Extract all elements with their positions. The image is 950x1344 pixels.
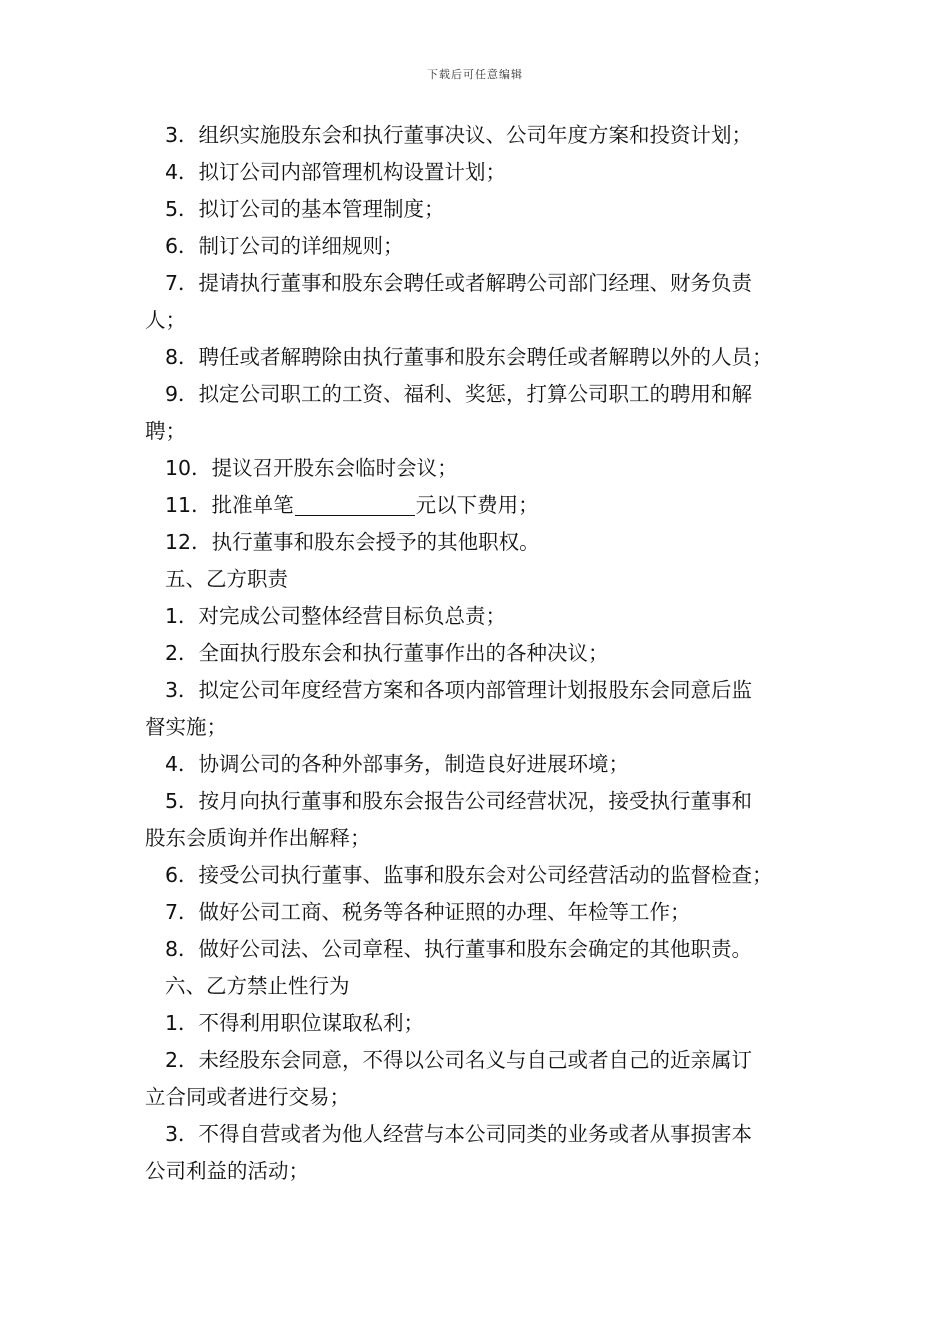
paragraph-line: 6．接受公司执行董事、监事和股东会对公司经营活动的监督检查； [165,863,773,887]
document-body [145,117,817,1190]
paragraph-line: 12．执行董事和股东会授予的其他职权。 [165,530,540,554]
fill-in-blank [295,491,415,516]
paragraph-line-continuation: 人； [145,308,186,332]
paragraph-line: 3．组织实施股东会和执行董事决议、公司年度方案和投资计划； [165,123,753,147]
paragraph-line: 3．拟定公司年度经营方案和各项内部管理计划报股东会同意后监 [165,678,753,702]
paragraph-line: 4．协调公司的各种外部事务，制造良好进展环境； [165,752,630,776]
blank-line-prefix: 11．批准单笔 [165,493,294,517]
paragraph-line: 2．全面执行股东会和执行董事作出的各种决议； [165,641,609,665]
paragraph-line: 1．对完成公司整体经营目标负总责； [165,604,507,628]
paragraph-line-continuation: 股东会质询并作出解释； [145,826,371,850]
paragraph-line: 8．聘任或者解聘除由执行董事和股东会聘任或者解聘以外的人员； [165,345,773,369]
paragraph-line: 6．制订公司的详细规则； [165,234,404,258]
paragraph-line-with-blank [145,487,817,524]
paragraph-line: 3．不得自营或者为他人经营与本公司同类的业务或者从事损害本 [165,1122,753,1146]
paragraph-line: 7．提请执行董事和股东会聘任或者解聘公司部门经理、财务负责 [165,271,753,295]
section-heading: 五、乙方职责 [165,567,288,591]
paragraph-line: 2．未经股东会同意，不得以公司名义与自己或者自己的近亲属订 [165,1048,753,1072]
paragraph-line: 5．按月向执行董事和股东会报告公司经营状况，接受执行董事和 [165,789,753,813]
page-header-note: 下载后可任意编辑 [427,68,523,81]
paragraph-line: 4．拟订公司内部管理机构设置计划； [165,160,507,184]
paragraph-line-continuation: 督实施； [145,715,227,739]
paragraph-line: 10．提议召开股东会临时会议； [165,456,458,480]
paragraph-line-continuation: 立合同或者进行交易； [145,1085,350,1109]
paragraph-line: 8．做好公司法、公司章程、执行董事和股东会确定的其他职责。 [165,937,753,961]
paragraph-line: 7．做好公司工商、税务等各种证照的办理、年检等工作； [165,900,691,924]
paragraph-line: 9．拟定公司职工的工资、福利、奖惩，打算公司职工的聘用和解 [165,382,753,406]
blank-line-suffix: 元以下费用； [415,493,539,517]
paragraph-line: 1．不得利用职位谋取私利； [165,1011,425,1035]
paragraph-line: 5．拟订公司的基本管理制度； [165,197,445,221]
paragraph-line-continuation: 公司利益的活动； [145,1159,309,1183]
section-heading: 六、乙方禁止性行为 [165,974,350,998]
paragraph-line-continuation: 聘； [145,419,186,443]
